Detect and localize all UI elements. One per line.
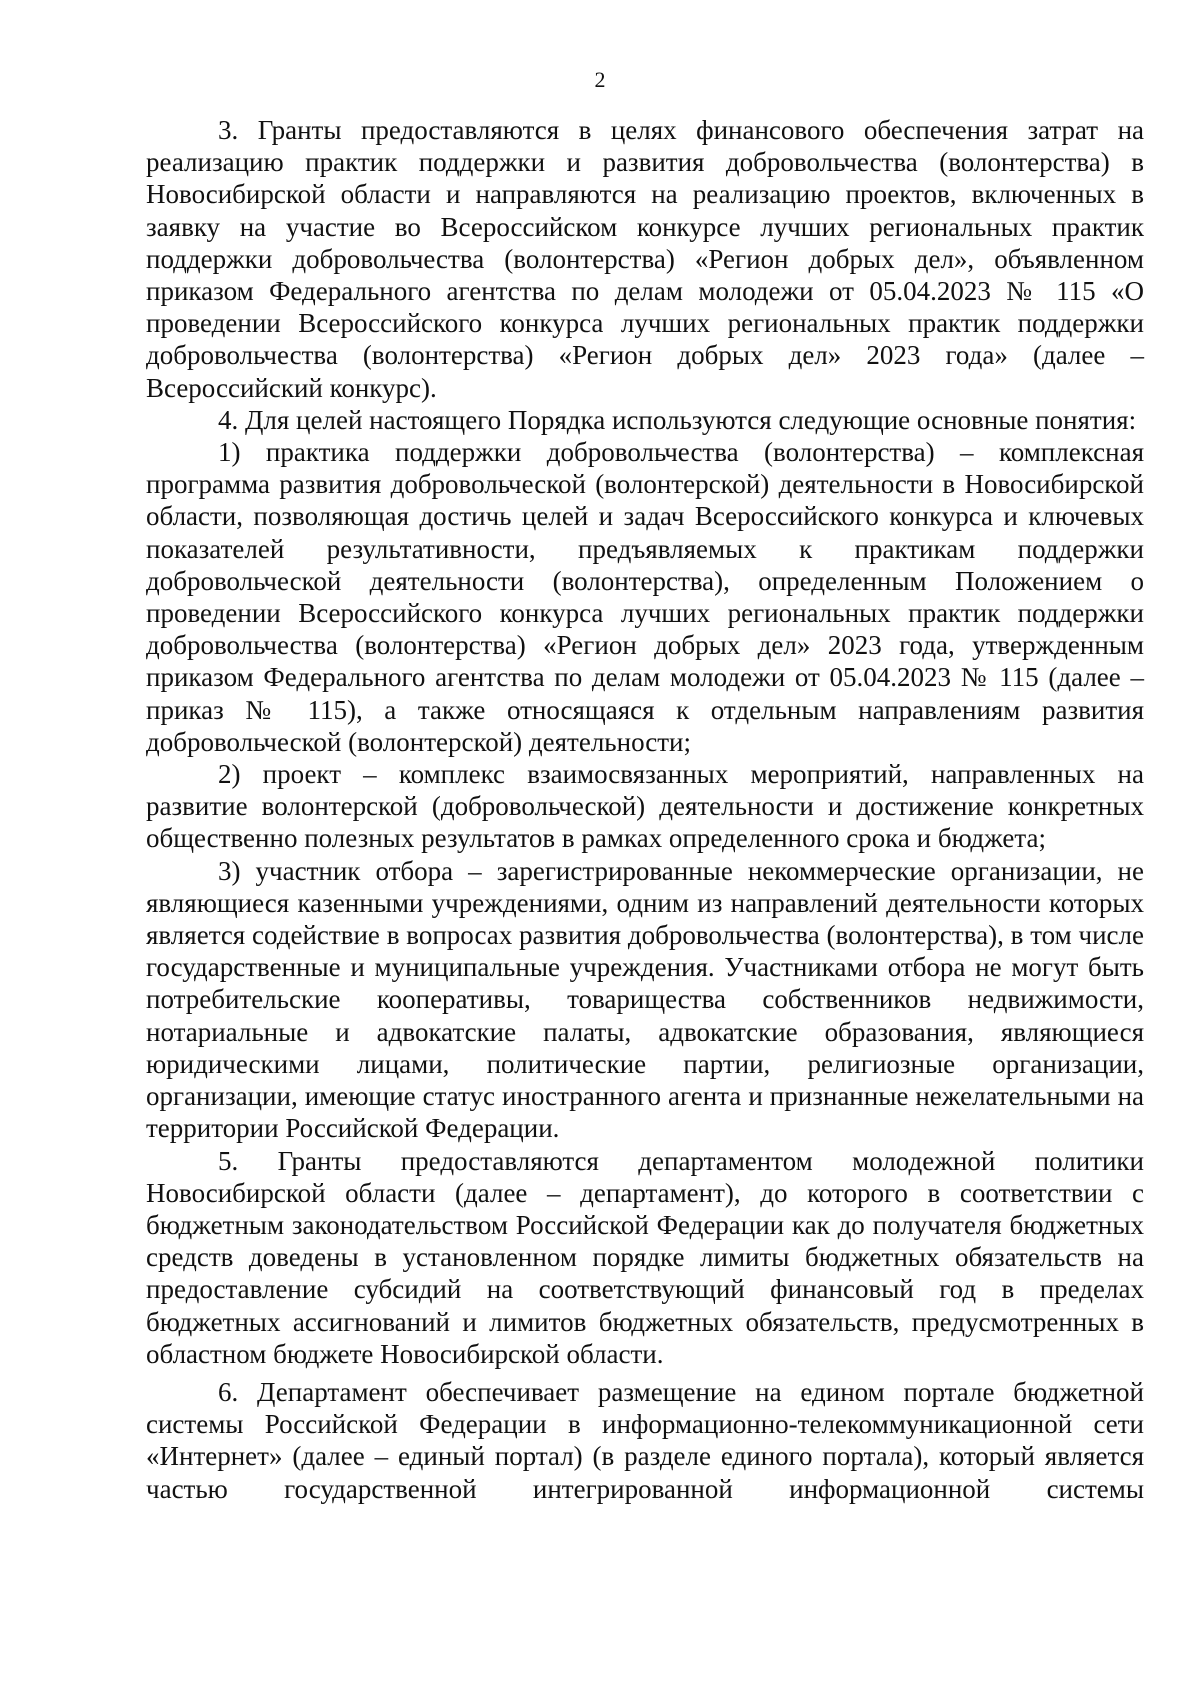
page-number: 2: [594, 67, 606, 92]
definition-participant: 3) участник отбора – зарегистрированные некоммерческие организации, не являющиеся казенными учреждениями, одним из направлений деятельности которых является содействие в вопросах развития добровольчества (волонтерства), в том числе государственные и муниципальные учреждения. Участниками отбора не могут быть потребительские кооперативы, товарищества собственников недвижимости, нотариальные и адвокатские палаты, адвокатские образования, являющиеся юридическими лицами, политические партии, религиозные организации, организации, имеющие статус иностранного агента и признанные нежелательными на территории Российской Федерации.: [146, 855, 1144, 1144]
document-body: [146, 114, 1144, 1505]
paragraph-3-grants-purpose: 3. Гранты предоставляются в целях финансового обеспечения затрат на реализацию практик поддержки и развития добровольчества (волонтерства) в Новосибирской области и направляются на реализацию проектов, включенных в заявку на участие во Всероссийском конкурсе лучших региональных практик поддержки добровольчества (волонтерства) «Регион добрых дел», объявленном приказом Федерального агентства по делам молодежи от 05.04.2023 № 115 «О проведении Всероссийского конкурса лучших региональных практик поддержки добровольчества (волонтерства) «Регион добрых дел» 2023 года» (далее – Всероссийский конкурс).: [146, 115, 1144, 403]
definition-practice: 1) практика поддержки добровольчества (волонтерства) – комплексная программа развития добровольческой (волонтерской) деятельности в Новосибирской области, позволяющая достичь целей и задач Всероссийского конкурса и ключевых показателей результативности, предъявляемых к практикам поддержки добровольческой деятельности (волонтерства), определенным Положением о проведении Всероссийского конкурса лучших региональных практик поддержки добровольчества (волонтерства) «Регион добрых дел» 2023 года, утвержденным приказом Федерального агентства по делам молодежи от 05.04.2023 № 115 (далее – приказ № 115), а также относящаяся к отдельным направлениям развития добровольческой (волонтерской) деятельности;: [146, 437, 1144, 757]
definition-project: 2) проект – комплекс взаимосвязанных мероприятий, направленных на развитие волонтерской (добровольческой) деятельности и достижение конкретных общественно полезных результатов в рамках определенного срока и бюджета;: [146, 759, 1144, 854]
paragraph-5-grants-provider: 5. Гранты предоставляются департаментом молодежной политики Новосибирской области (далее – департамент), до которого в соответствии с бюджетным законодательством Российской Федерации как до получателя бюджетных средств доведены в установленном порядке лимиты бюджетных обязательств на предоставление субсидий на соответствующий финансовый год в пределах бюджетных ассигнований и лимитов бюджетных обязательств, предусмотренных в областном бюджете Новосибирской области.: [146, 1145, 1144, 1369]
paragraph-4-definitions: 4. Для целей настоящего Порядка используются следующие основные понятия:: [218, 404, 1137, 435]
paragraph-6-portal: 6. Департамент обеспечивает размещение на едином портале бюджетной системы Российской Федерации в информационно-телекоммуникационной сети «Интернет» (далее – единый портал) (в разделе единого портала), который является частью государственной интегрированной информационной системы: [146, 1376, 1144, 1504]
